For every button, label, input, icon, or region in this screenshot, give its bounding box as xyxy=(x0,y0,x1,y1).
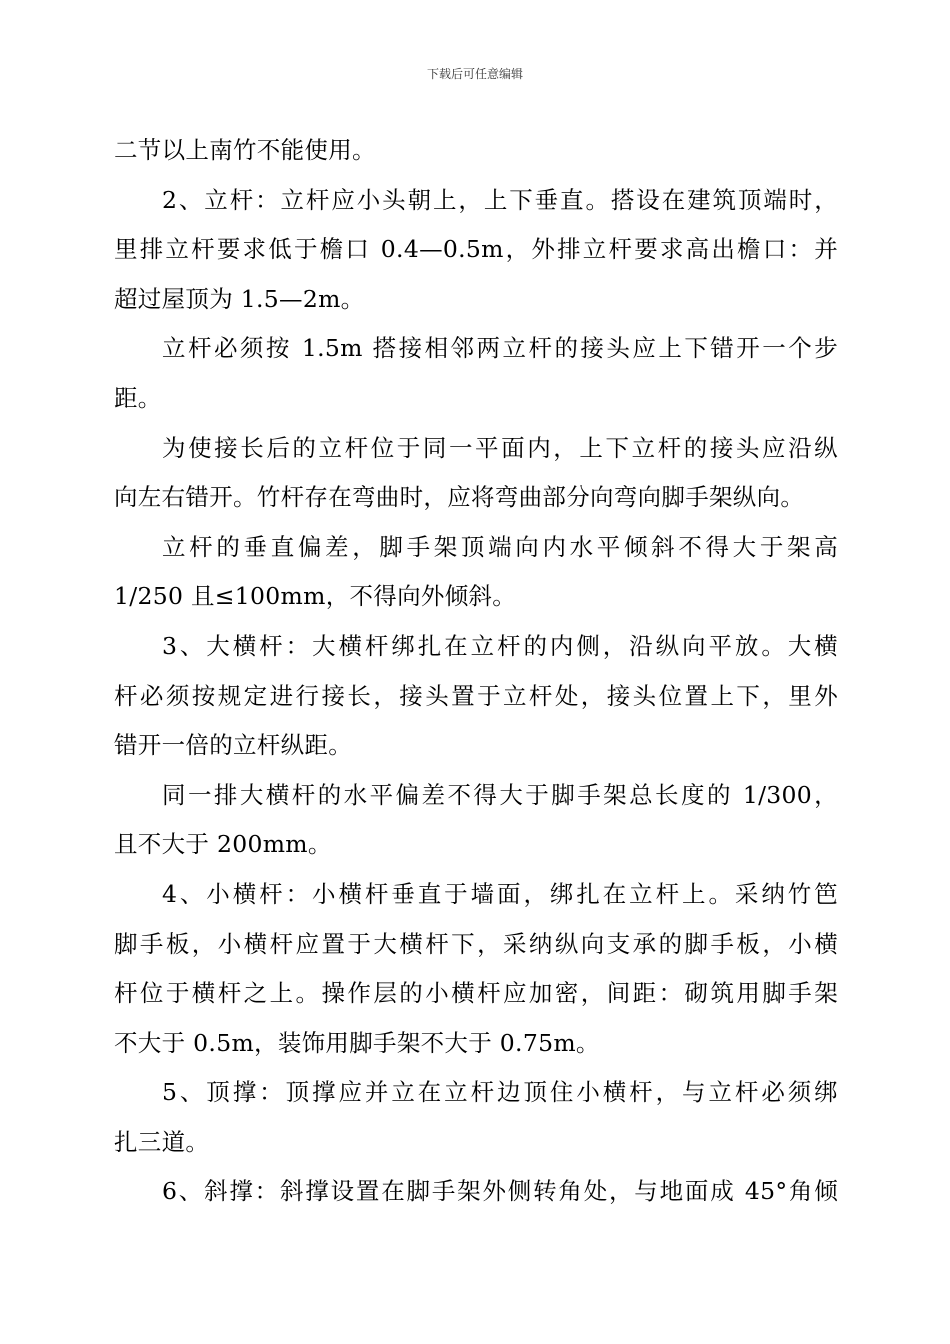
page-header: 下载后可任意编辑 xyxy=(426,67,523,81)
text-line: 2、立杆：立杆应小头朝上，上下垂直。搭设在建筑顶端时， xyxy=(162,185,838,214)
text-line: 且不大于 200mm。 xyxy=(114,830,332,859)
text-line: 6、斜撑：斜撑设置在脚手架外侧转角处，与地面成 45°角倾 xyxy=(162,1177,838,1206)
text-line: 5、顶撑：顶撑应并立在立杆边顶住小横杆，与立杆必须绑 xyxy=(162,1078,838,1107)
text-line: 二节以上南竹不能使用。 xyxy=(114,136,376,164)
text-line: 错开一倍的立杆纵距。 xyxy=(114,731,352,760)
text-line: 超过屋顶为 1.5—2m。 xyxy=(114,284,365,313)
text-line: 里排立杆要求低于檐口 0.4—0.5m，外排立杆要求高出檐口：并 xyxy=(114,235,838,264)
document-body xyxy=(114,126,838,1217)
text-line: 立杆必须按 1.5m 搭接相邻两立杆的接头应上下错开一个步 xyxy=(162,334,838,363)
text-line: 向左右错开。竹杆存在弯曲时，应将弯曲部分向弯向脚手架纵向。 xyxy=(114,483,805,512)
text-line: 为使接长后的立杆位于同一平面内，上下立杆的接头应沿纵 xyxy=(162,433,838,462)
text-line: 杆位于横杆之上。操作层的小横杆应加密，间距：砌筑用脚手架 xyxy=(114,979,838,1008)
text-line: 脚手板，小横杆应置于大横杆下，采纳纵向支承的脚手板，小横 xyxy=(114,929,838,958)
text-line: 同一排大横杆的水平偏差不得大于脚手架总长度的 1/300， xyxy=(162,780,838,809)
text-line: 1/250 且≤100mm，不得向外倾斜。 xyxy=(114,582,517,611)
text-line: 立杆的垂直偏差，脚手架顶端向内水平倾斜不得大于架高 xyxy=(162,532,838,561)
text-line: 4、小横杆：小横杆垂直于墙面，绑扎在立杆上。采纳竹笆 xyxy=(162,879,838,908)
text-line: 扎三道。 xyxy=(114,1127,210,1156)
text-line: 3、大横杆：大横杆绑扎在立杆的内侧，沿纵向平放。大横 xyxy=(162,631,838,660)
text-line: 距。 xyxy=(114,383,162,412)
text-line: 不大于 0.5m，装饰用脚手架不大于 0.75m。 xyxy=(114,1028,600,1057)
text-line: 杆必须按规定进行接长，接头置于立杆处，接头位置上下，里外 xyxy=(114,681,838,710)
